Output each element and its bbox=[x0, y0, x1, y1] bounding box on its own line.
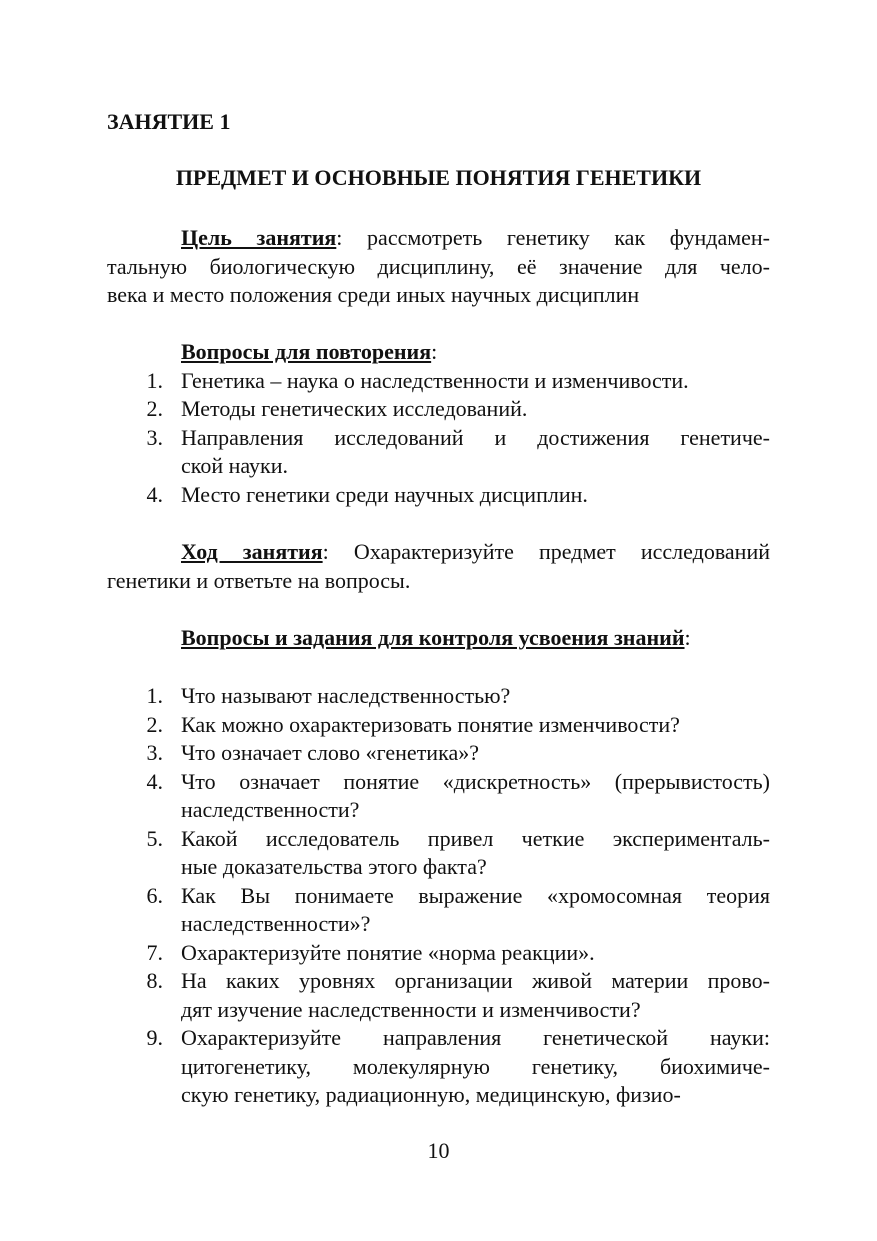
goal-text: века и место положения среди иных научных дисциплин bbox=[107, 282, 640, 307]
list-item-text: скую генетику, радиационную, медицинскую, физио- bbox=[181, 1082, 681, 1107]
list-number: 3. bbox=[146, 740, 163, 765]
list-item-text: Направления исследований и достижения генетиче- bbox=[181, 424, 770, 450]
list-number: 1. bbox=[146, 367, 163, 393]
colon: : bbox=[431, 339, 438, 364]
list-number: 3. bbox=[146, 424, 163, 450]
colon: : bbox=[322, 539, 329, 564]
list-item-text: Генетика – наука о наследственности и изменчивости. bbox=[181, 367, 689, 393]
list-item-text: ской науки. bbox=[181, 453, 288, 478]
list-item bbox=[107, 825, 770, 882]
list-number: 9. bbox=[146, 1025, 163, 1050]
procedure-paragraph bbox=[107, 538, 770, 595]
list-number: 2. bbox=[146, 396, 163, 421]
page-heading: ПРЕДМЕТ И ОСНОВНЫЕ ПОНЯТИЯ ГЕНЕТИКИ bbox=[175, 165, 702, 190]
colon: : bbox=[684, 625, 691, 650]
list-item bbox=[107, 939, 770, 968]
control-label: Вопросы и задания для контроля усвоения знаний bbox=[181, 625, 685, 650]
list-item-text: наследственности»? bbox=[181, 911, 371, 936]
list-item bbox=[107, 424, 770, 481]
goal-label: Цель занятия bbox=[181, 225, 337, 250]
list-item-text: Как Вы понимаете выражение «хромосомная теория bbox=[181, 882, 770, 908]
review-section bbox=[107, 338, 770, 509]
review-list bbox=[107, 367, 770, 510]
list-item-text: ные доказательства этого факта? bbox=[181, 854, 487, 879]
list-item bbox=[107, 481, 770, 510]
list-number: 2. bbox=[146, 711, 163, 737]
list-item-text: Что означает слово «генетика»? bbox=[181, 740, 479, 765]
goal-paragraph bbox=[107, 224, 770, 310]
list-number: 4. bbox=[146, 481, 163, 507]
list-number: 6. bbox=[146, 882, 163, 908]
list-item-text: Что называют наследственностью? bbox=[181, 683, 511, 708]
list-item bbox=[107, 682, 770, 711]
list-item bbox=[107, 768, 770, 825]
list-item-text: Как можно охарактеризовать понятие изменчивости? bbox=[181, 711, 680, 737]
list-item-text: Методы генетических исследований. bbox=[181, 396, 528, 421]
list-item bbox=[107, 711, 770, 740]
list-number: 5. bbox=[146, 825, 163, 851]
list-item-text: наследственности? bbox=[181, 797, 360, 822]
review-label: Вопросы для повторения bbox=[181, 339, 432, 364]
goal-text: рассмотреть генетику как фундамен- bbox=[342, 225, 770, 250]
colon: : bbox=[336, 225, 343, 250]
control-list bbox=[107, 682, 770, 1110]
list-item bbox=[107, 882, 770, 939]
list-number: 1. bbox=[146, 683, 163, 708]
list-item-text: дят изучение наследственности и изменчивости? bbox=[181, 996, 641, 1022]
list-item-text: На каких уровнях организации живой материи прово- bbox=[181, 968, 770, 993]
list-item bbox=[107, 739, 770, 768]
procedure-text: генетики и ответьте на вопросы. bbox=[107, 567, 411, 593]
list-item-text: цитогенетику, молекулярную генетику, биохимиче- bbox=[181, 1053, 770, 1079]
list-item bbox=[107, 967, 770, 1024]
list-item-text: Охарактеризуйте направления генетической науки: bbox=[181, 1025, 770, 1050]
list-item bbox=[107, 367, 770, 396]
procedure-label: Ход занятия bbox=[181, 539, 323, 564]
list-number: 7. bbox=[146, 939, 163, 965]
lesson-title: ЗАНЯТИЕ 1 bbox=[107, 109, 231, 134]
procedure-text: Охарактеризуйте предмет исследований bbox=[328, 539, 770, 564]
list-item-text: Место генетики среди научных дисциплин. bbox=[181, 481, 588, 507]
control-section bbox=[107, 624, 770, 653]
list-item bbox=[107, 395, 770, 424]
list-item-text: Что означает понятие «дискретность» (прерывистость) bbox=[181, 768, 770, 794]
list-item-text: Какой исследователь привел четкие эксперименталь- bbox=[181, 825, 770, 851]
goal-text: тальную биологическую дисциплину, её значение для чело- bbox=[107, 253, 770, 279]
list-number: 4. bbox=[146, 768, 163, 794]
list-item-text: Охарактеризуйте понятие «норма реакции». bbox=[181, 939, 595, 965]
list-item bbox=[107, 1024, 770, 1110]
list-number: 8. bbox=[146, 968, 163, 993]
page-number: 10 bbox=[427, 1138, 450, 1163]
